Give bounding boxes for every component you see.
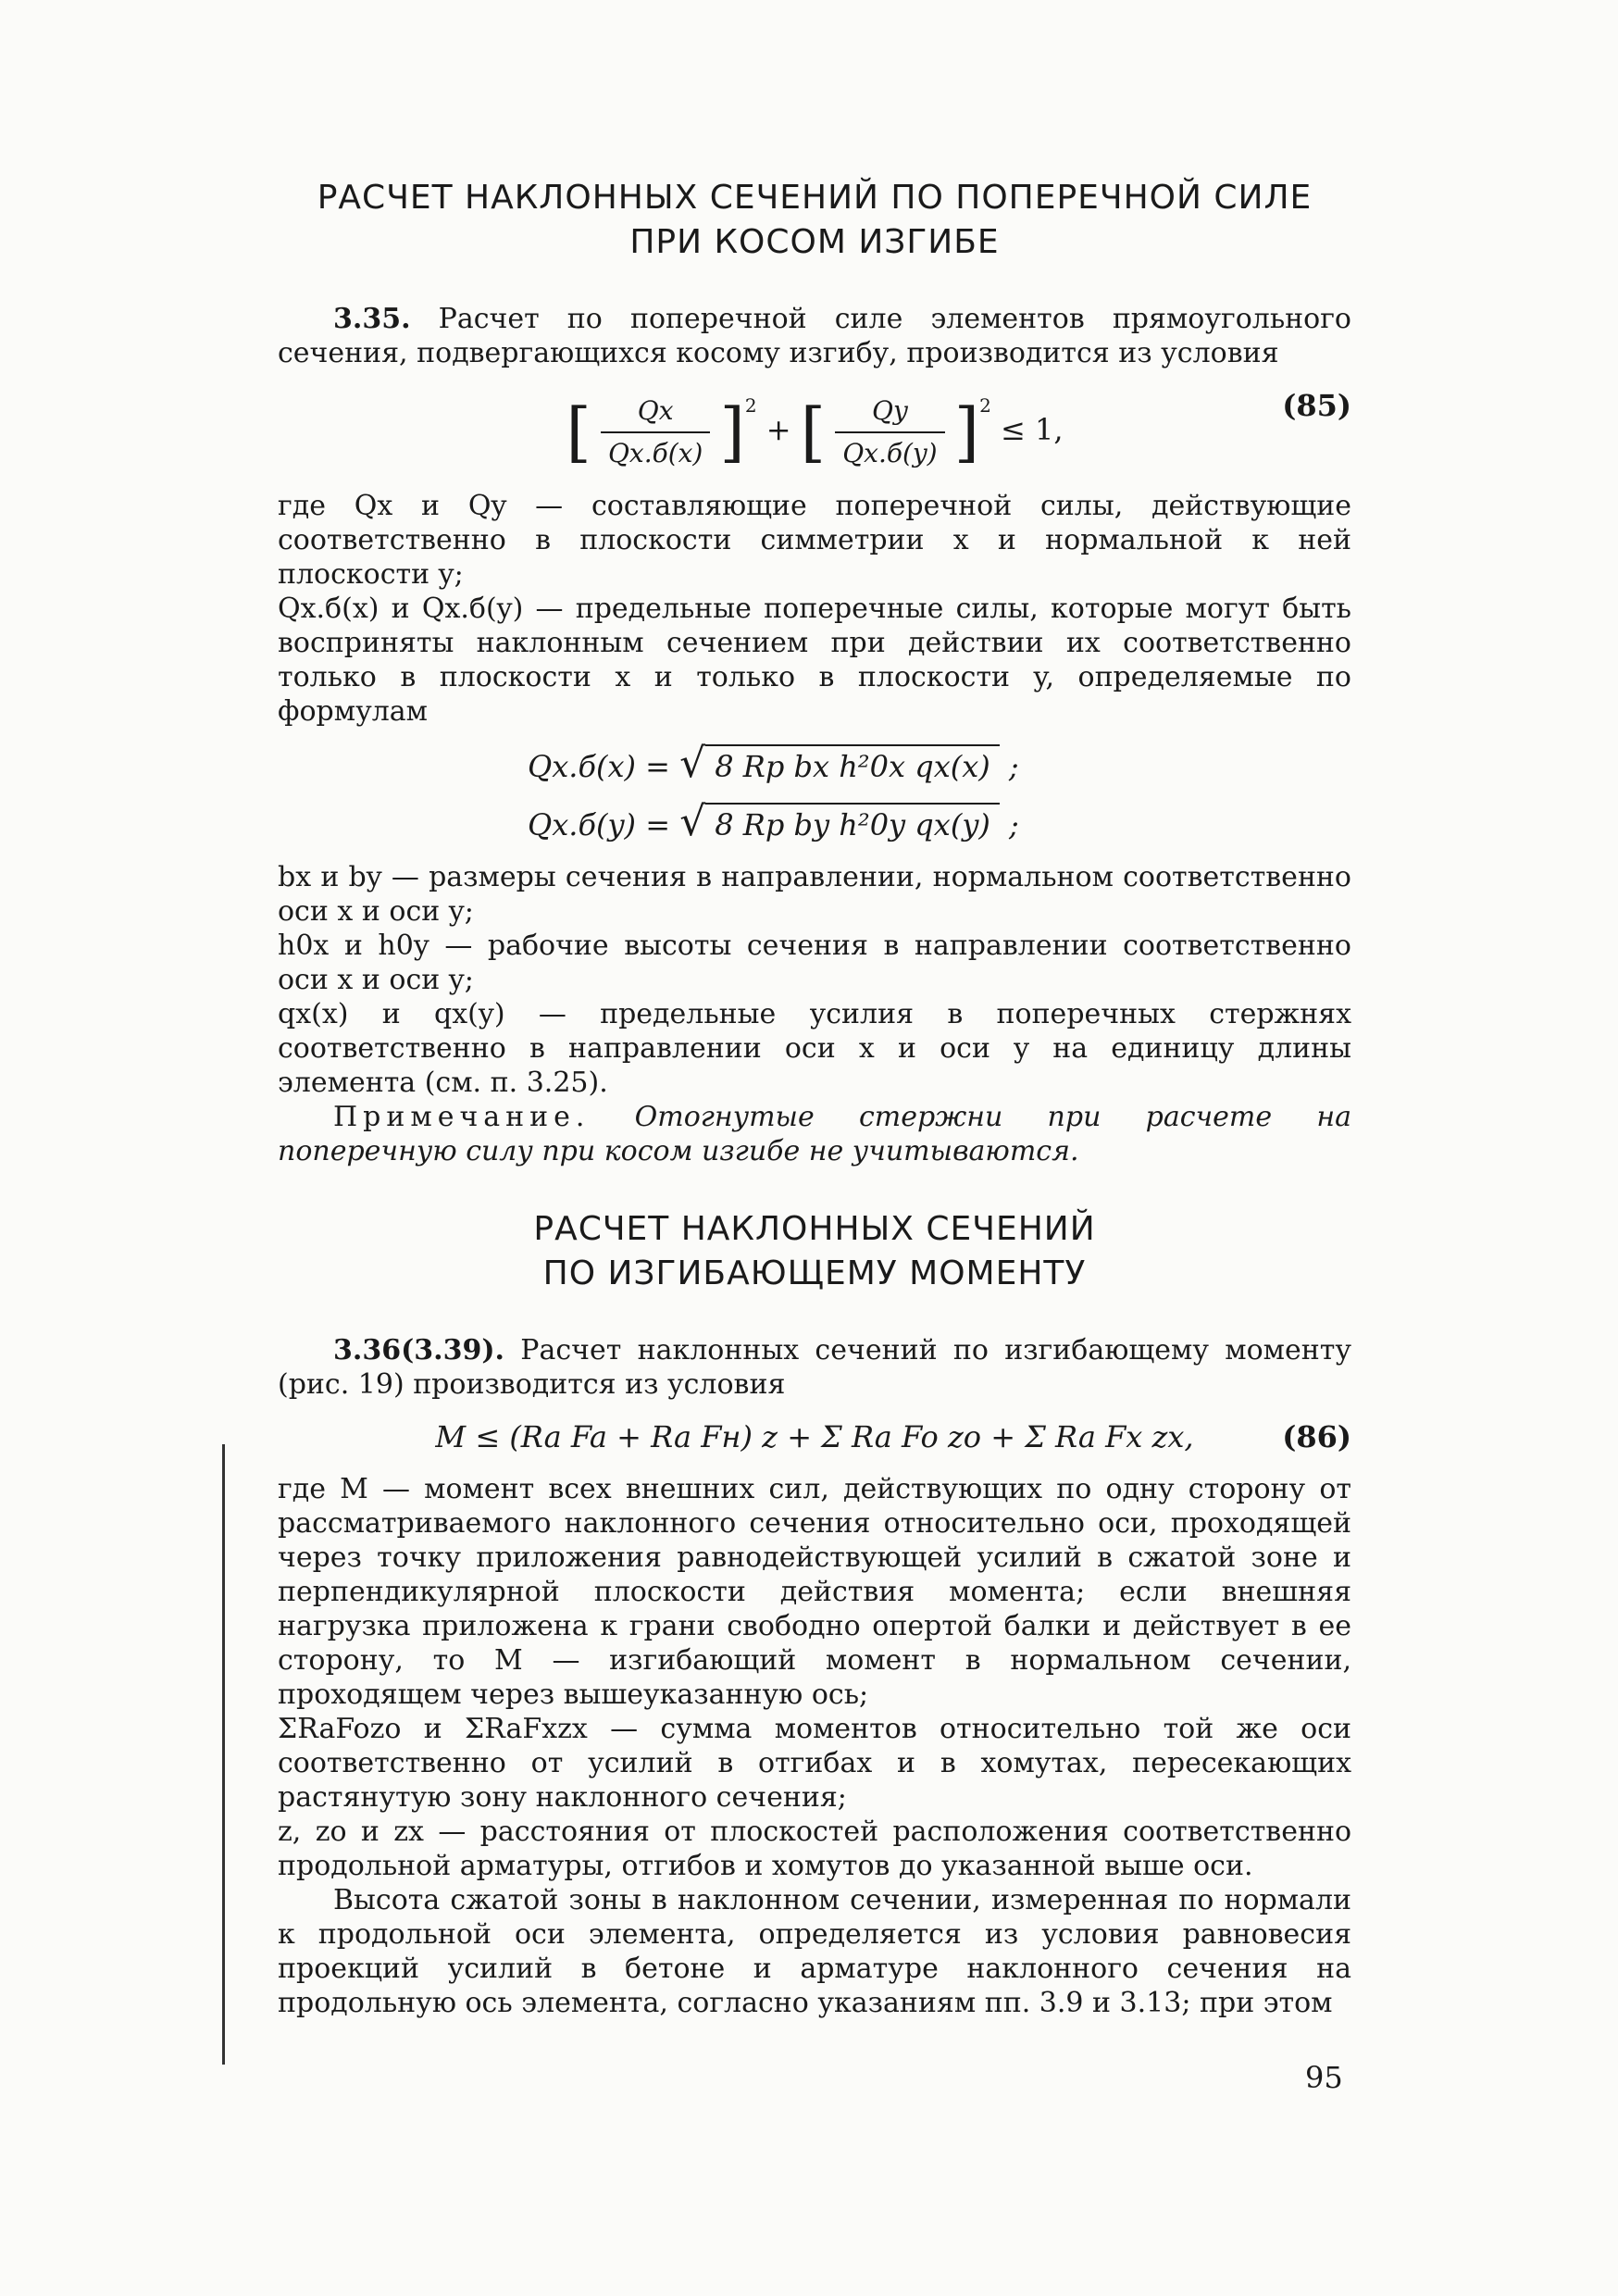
note-label: Примечание. — [333, 1100, 591, 1133]
relation: ≤ 1, — [1001, 412, 1064, 447]
heading-line: РАСЧЕТ НАКЛОННЫХ СЕЧЕНИЙ ПО ПОПЕРЕЧНОЙ СИЛЕ — [317, 179, 1313, 217]
paragraph-3-36 — [278, 1333, 1351, 1402]
section-heading-moment — [278, 1207, 1351, 1296]
denominator: Qx.б(x) — [607, 437, 703, 468]
fraction — [835, 391, 944, 474]
heading-line: ПРИ КОСОМ ИЗГИБЕ — [629, 223, 1000, 261]
radicand: 8 Rp bx h²0x qx(x) — [705, 744, 1000, 787]
paragraph-text: Расчет наклонных сечений по изгибающему моменту (рис. 19) производится из условия — [278, 1333, 1351, 1401]
definition-sum: ΣRaFozo и ΣRaFxzx — сумма моментов относительно той же оси соответственно от усилий в отгибах и в хомутах, пересекающих растянутую зону наклонного сечения; — [278, 1712, 1351, 1814]
note — [278, 1100, 1351, 1168]
margin-change-bar — [222, 1444, 225, 2065]
note-text: Отогнутые стержни при расчете на поперечную силу при косом изгибе не учитываются. — [278, 1100, 1351, 1167]
page-content — [278, 176, 1351, 2020]
formula-end: ; — [1008, 748, 1019, 784]
formula-body: M ≤ (Ra Fa + Ra Fн) z + Σ Ra Fo zo + Σ Ra Fx zx, — [435, 1418, 1194, 1454]
paragraph-number: 3.36(3.39). — [333, 1333, 504, 1366]
equation-number: (86) — [1282, 1418, 1351, 1454]
radicand: 8 Rp by h²0y qx(y) — [705, 803, 1000, 845]
formula-end: ; — [1009, 806, 1019, 842]
heading-line: ПО ИЗГИБАЮЩЕМУ МОМЕНТУ — [542, 1254, 1087, 1292]
equation-number: (85) — [1282, 388, 1351, 423]
denominator: Qx.б(y) — [842, 437, 938, 468]
paragraph-3-35 — [278, 302, 1351, 370]
definition-z: z, zo и zx — расстояния от плоскостей расположения соответственно продольной арматуры, отгибов и хомутов до указанной выше оси. — [278, 1815, 1351, 1882]
definition-qxb: Qx.б(x) и Qx.б(y) — предельные поперечные силы, которые могут быть восприняты наклонным сечением при действии их соответственно только в плоскости x и только в плоскости y, определяемые по формулам — [278, 592, 1351, 728]
numerator: Qy — [835, 391, 944, 433]
formula-lhs: Qx.б(x) = — [528, 748, 670, 784]
formula-qxb-y: Qx.б(y) = √ 8 Rp by h²0y qx(y) ; — [528, 797, 1019, 845]
section-heading-shear — [278, 176, 1351, 265]
numerator: Qx — [601, 391, 710, 433]
definition-m: где M — момент всех внешних сил, действующих по одну сторону от рассматриваемого наклонного сечения относительно оси, проходящей через точку приложения равнодействующей усилий в сжатой зоне и перпендикулярной плоскости действия момента; если внешняя нагрузка приложена к грани свободно опертой балки и действует в ее сторону, то M — изгибающий момент в нормальном сечении, проходящем через вышеуказанную ось; — [278, 1472, 1351, 1711]
definition-q: где Qx и Qy — составляющие поперечной силы, действующие соответственно в плоскости симметрии x и нормальной к ней плоскости y; — [278, 489, 1351, 591]
definition-h: h0x и h0y — рабочие высоты сечения в направлении соответственно оси x и оси y; — [278, 929, 1351, 996]
formula-lhs: Qx.б(y) = — [528, 806, 671, 842]
definition-b: bx и by — размеры сечения в направлении, нормальном соответственно оси x и оси y; — [278, 860, 1351, 928]
heading-line: РАСЧЕТ НАКЛОННЫХ СЕЧЕНИЙ — [533, 1209, 1096, 1248]
fraction — [601, 391, 710, 474]
paragraph-text: Расчет по поперечной силе элементов прямоугольного сечения, подвергающихся косому изгибу, производится из условия — [278, 303, 1351, 369]
definition-q-limit: qx(x) и qx(y) — предельные усилия в поперечных стержнях соответственно в направлении оси x и оси y на единицу длины элемента (см. п. 3.25). — [278, 997, 1351, 1099]
paragraph-number: 3.35. — [333, 303, 411, 335]
formula-qxb-x: Qx.б(x) = √ 8 Rp bx h²0x qx(x) ; — [528, 739, 1019, 787]
formula-85: [ $\frac{Qx}{Qx.б(x)}$ ]$^2$ + [ $\frac{Qy}{Qx.б(y)}$ ]$^2$ ≤ 1, (85) — [278, 385, 1351, 474]
page-number: 95 — [1305, 2060, 1343, 2095]
paragraph-compressed-zone: Высота сжатой зоны в наклонном сечении, измеренная по нормали к продольной оси элемента, определяется из условия равновесия проекций усилий в бетоне и арматуре наклонного сечения на продольную ось элемента, согласно указаниям пп. 3.9 и 3.13; при этом — [278, 1883, 1351, 2019]
formula-86 — [278, 1416, 1351, 1457]
